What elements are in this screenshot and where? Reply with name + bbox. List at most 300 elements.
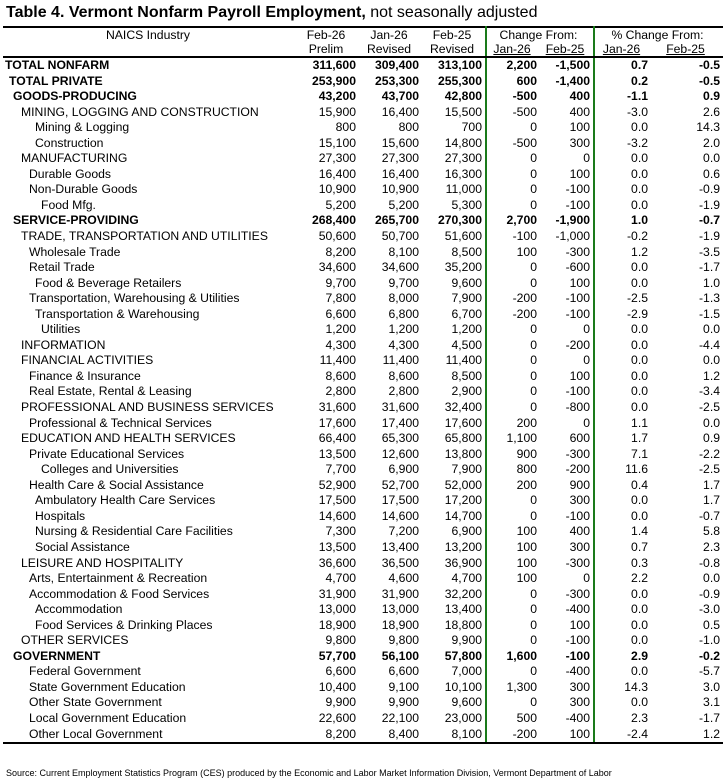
row-value: 0 — [540, 353, 594, 369]
row-value: 35,200 — [422, 260, 486, 276]
row-value: 1.7 — [703, 477, 720, 492]
row-value: 50,600 — [318, 229, 356, 244]
row-value: 100 — [516, 539, 537, 554]
row-value: -100 — [540, 633, 594, 649]
row-value: 14,800 — [422, 136, 486, 152]
header-feb25-sub: Revised — [422, 42, 486, 57]
row-value: 16,400 — [318, 166, 356, 181]
title-bold: Table 4. Vermont Nonfarm Payroll Employment, — [6, 4, 366, 21]
row-value: 0.0 — [631, 260, 648, 275]
row-value: -1.9 — [698, 229, 720, 244]
row-value: 31,900 — [318, 586, 356, 601]
row-value: 0.0 — [631, 166, 648, 181]
row-value: 0.3 — [631, 555, 648, 570]
table-row — [3, 338, 723, 354]
table-row — [3, 151, 723, 167]
row-value: 6,800 — [388, 306, 419, 321]
row-value: -2.2 — [698, 446, 720, 461]
table-row — [3, 213, 723, 229]
table-row — [3, 571, 723, 587]
row-value: 0 — [530, 166, 537, 181]
row-value: 6,600 — [325, 664, 356, 679]
row-value: 9,800 — [388, 633, 419, 648]
row-value: 57,800 — [422, 649, 486, 665]
row-label: Other Local Government — [3, 727, 296, 744]
row-value: 15,600 — [381, 135, 419, 150]
row-value: 43,700 — [381, 89, 419, 104]
row-label: FINANCIAL ACTIVITIES — [21, 353, 154, 368]
table-row — [3, 307, 723, 323]
row-value: 200 — [516, 415, 537, 430]
row-value: 13,000 — [381, 602, 419, 617]
row-value: -300 — [540, 556, 594, 572]
row-value: -300 — [540, 587, 594, 603]
table-row — [3, 229, 723, 245]
row-value: -500 — [512, 104, 537, 119]
row-value: 0 — [530, 197, 537, 212]
row-value: 100 — [516, 244, 537, 259]
row-value: 100 — [516, 524, 537, 539]
header-pct-jan26: Jan-26 — [594, 42, 651, 57]
row-label: OTHER SERVICES — [21, 633, 129, 648]
row-value: 0 — [530, 353, 537, 368]
row-value: 5,200 — [325, 197, 356, 212]
row-value: 6,900 — [422, 524, 486, 540]
row-value: 36,500 — [381, 555, 419, 570]
row-value: 4,600 — [388, 571, 419, 586]
row-value: -400 — [540, 711, 594, 727]
row-value: 309,400 — [374, 58, 419, 72]
row-label: PROFESSIONAL AND BUSINESS SERVICES — [21, 400, 274, 415]
row-value: -2.5 — [698, 462, 720, 477]
row-value: 8,500 — [422, 245, 486, 261]
row-value: -4.4 — [698, 337, 720, 352]
row-value: 500 — [516, 710, 537, 725]
row-value: 311,600 — [312, 58, 356, 72]
row-value: 2,800 — [388, 384, 419, 399]
row-value: 8,500 — [422, 369, 486, 385]
row-value: 0.0 — [703, 353, 720, 368]
row-value: 17,400 — [381, 415, 419, 430]
row-value: 22,600 — [318, 710, 356, 725]
row-value: -200 — [512, 306, 537, 321]
row-label: Finance & Insurance — [29, 368, 141, 383]
row-value: 0 — [530, 633, 537, 648]
row-value: 0.0 — [631, 493, 648, 508]
table-row — [3, 74, 723, 90]
row-label: Accommodation — [35, 602, 123, 617]
row-value: 4,700 — [422, 571, 486, 587]
row-value: 0.0 — [703, 571, 720, 586]
row-value: 14.3 — [696, 120, 720, 135]
row-value: -2.5 — [698, 400, 720, 415]
row-label: Health Care & Social Assistance — [29, 477, 204, 492]
row-value: 100 — [540, 167, 594, 183]
row-value: 800 — [398, 120, 419, 135]
row-value: -0.2 — [698, 648, 720, 663]
table-row — [3, 57, 723, 74]
row-value: -0.5 — [698, 58, 720, 72]
row-value: -5.7 — [698, 664, 720, 679]
row-value: -0.9 — [698, 182, 720, 197]
row-value: 0.0 — [631, 151, 648, 166]
row-value: 0 — [540, 571, 594, 587]
table-row — [3, 478, 723, 494]
row-value: -0.7 — [698, 508, 720, 523]
row-value: 13,500 — [318, 539, 356, 554]
row-value: -2.9 — [626, 306, 648, 321]
row-value: 7.1 — [631, 446, 648, 461]
header-pct-feb25: Feb-25 — [651, 42, 723, 57]
table-row — [3, 462, 723, 478]
row-value: 2,200 — [506, 58, 537, 72]
row-value: 17,600 — [318, 415, 356, 430]
row-value: -1.3 — [698, 291, 720, 306]
row-value: 0.7 — [631, 58, 648, 72]
row-value: 8,600 — [325, 368, 356, 383]
row-value: 8,100 — [422, 727, 486, 744]
row-label: TRADE, TRANSPORTATION AND UTILITIES — [21, 229, 268, 244]
table-row — [3, 727, 723, 744]
table-row — [3, 105, 723, 121]
row-value: 0.0 — [703, 151, 720, 166]
row-value: 0.7 — [631, 539, 648, 554]
row-value: 700 — [422, 120, 486, 136]
row-value: 10,100 — [422, 680, 486, 696]
row-value: 0.4 — [631, 477, 648, 492]
row-label: Transportation & Warehousing — [35, 306, 200, 321]
row-value: 11,000 — [422, 182, 486, 198]
table-row — [3, 602, 723, 618]
row-value: 43,200 — [318, 89, 356, 104]
row-value: 42,800 — [422, 89, 486, 105]
row-label: Retail Trade — [29, 260, 95, 275]
row-value: 1.0 — [703, 275, 720, 290]
row-value: 32,200 — [422, 587, 486, 603]
row-value: 2.3 — [631, 710, 648, 725]
row-label: Professional & Technical Services — [29, 415, 212, 430]
header-jan26: Jan-26 — [359, 27, 422, 42]
row-value: -1,500 — [540, 57, 594, 74]
row-value: 57,700 — [318, 648, 356, 663]
table-row — [3, 89, 723, 105]
row-value: 52,700 — [381, 477, 419, 492]
row-value: 18,900 — [381, 617, 419, 632]
header-chg-feb25: Feb-25 — [540, 42, 594, 57]
row-value: 8,200 — [325, 244, 356, 259]
row-label: Food & Beverage Retailers — [35, 275, 182, 290]
row-value: 66,400 — [318, 431, 356, 446]
row-value: 7,900 — [422, 291, 486, 307]
row-value: 0 — [530, 695, 537, 710]
row-value: 32,400 — [422, 400, 486, 416]
page-title — [6, 4, 537, 22]
row-value: 0 — [530, 664, 537, 679]
row-value: 0.0 — [631, 508, 648, 523]
row-value: 27,300 — [381, 151, 419, 166]
row-value: 13,000 — [318, 602, 356, 617]
row-value: 56,100 — [381, 648, 419, 663]
row-value: -1.0 — [698, 633, 720, 648]
row-value: 3.0 — [703, 679, 720, 694]
row-value: 8,600 — [388, 368, 419, 383]
header-chg-jan26: Jan-26 — [486, 42, 540, 57]
row-value: -200 — [540, 462, 594, 478]
row-value: 2.3 — [703, 539, 720, 554]
row-value: 2,900 — [422, 384, 486, 400]
row-value: 268,400 — [311, 213, 356, 228]
row-value: 7,000 — [422, 664, 486, 680]
table-row — [3, 509, 723, 525]
row-value: 17,200 — [422, 493, 486, 509]
row-value: 100 — [540, 369, 594, 385]
row-value: 27,300 — [422, 151, 486, 167]
row-value: -100 — [540, 384, 594, 400]
row-label: Mining & Logging — [35, 120, 130, 135]
row-value: 1,600 — [506, 648, 537, 663]
row-value: 0.0 — [631, 182, 648, 197]
row-value: 31,600 — [381, 400, 419, 415]
row-value: 18,900 — [318, 617, 356, 632]
row-value: 15,900 — [318, 104, 356, 119]
row-value: 0.0 — [631, 120, 648, 135]
row-value: -1.9 — [698, 197, 720, 212]
row-value: 17,500 — [318, 493, 356, 508]
row-label: Social Assistance — [35, 539, 130, 554]
row-value: 0 — [530, 368, 537, 383]
row-value: 7,700 — [325, 462, 356, 477]
row-value: -0.8 — [698, 555, 720, 570]
title-normal: not seasonally adjusted — [365, 4, 538, 21]
row-value: 17,500 — [381, 493, 419, 508]
row-value: 9,900 — [325, 695, 356, 710]
row-value: 5.8 — [703, 524, 720, 539]
row-value: 10,900 — [381, 182, 419, 197]
row-label: TOTAL NONFARM — [5, 58, 110, 72]
row-value: 1,100 — [506, 431, 537, 446]
row-value: -3.5 — [698, 244, 720, 259]
row-value: 52,000 — [422, 478, 486, 494]
row-value: 1.7 — [631, 431, 648, 446]
table-row — [3, 353, 723, 369]
row-value: 200 — [516, 477, 537, 492]
row-value: 265,700 — [374, 213, 419, 228]
row-value: 9,900 — [422, 633, 486, 649]
row-value: 0.0 — [631, 695, 648, 710]
row-label: SERVICE-PROVIDING — [13, 213, 139, 228]
table-row — [3, 322, 723, 338]
row-value: 1.7 — [703, 493, 720, 508]
row-value: 0.0 — [631, 586, 648, 601]
row-value: 13,500 — [318, 446, 356, 461]
row-value: 14,600 — [381, 508, 419, 523]
row-value: 3.1 — [703, 695, 720, 710]
row-value: 2.0 — [703, 135, 720, 150]
row-value: -100 — [540, 291, 594, 307]
table-row — [3, 711, 723, 727]
row-value: 8,200 — [296, 727, 359, 744]
table-row — [3, 291, 723, 307]
row-value: 11,400 — [319, 353, 356, 368]
row-value: 14,600 — [318, 508, 356, 523]
row-value: 1,200 — [422, 322, 486, 338]
row-value: 0 — [530, 275, 537, 290]
table-row — [3, 276, 723, 292]
row-value: -500 — [512, 89, 537, 104]
row-value: 400 — [540, 89, 594, 105]
row-value: 0 — [530, 400, 537, 415]
header-feb26: Feb-26 — [296, 27, 359, 42]
row-value: 0 — [530, 151, 537, 166]
row-label: INFORMATION — [21, 337, 106, 352]
row-value: 13,400 — [381, 539, 419, 554]
row-value: -3.0 — [626, 104, 648, 119]
table-row — [3, 198, 723, 214]
row-value: 9,700 — [325, 275, 356, 290]
table-row — [3, 416, 723, 432]
row-value: -100 — [540, 182, 594, 198]
row-label: MINING, LOGGING AND CONSTRUCTION — [21, 104, 259, 119]
table-row — [3, 384, 723, 400]
row-label: Food Mfg. — [41, 197, 96, 212]
source-note: Source: Current Employment Statistics Program (CES) produced by the Economic and Labor Market Information Division, Vermont Department of Labor — [6, 768, 612, 778]
row-value: 0.2 — [631, 73, 648, 88]
row-value: 50,700 — [381, 229, 419, 244]
table-row — [3, 369, 723, 385]
row-value: -0.9 — [698, 586, 720, 601]
row-value: 0.0 — [631, 617, 648, 632]
row-value: 4,700 — [325, 571, 356, 586]
row-value: 400 — [540, 524, 594, 540]
row-value: -1.7 — [698, 710, 720, 725]
row-value: 0.0 — [631, 400, 648, 415]
table-row — [3, 587, 723, 603]
row-value: 313,100 — [422, 57, 486, 74]
row-value: 16,400 — [381, 104, 419, 119]
table-row — [3, 680, 723, 696]
row-value: 13,800 — [422, 447, 486, 463]
row-value: 4,500 — [422, 338, 486, 354]
row-label: Federal Government — [29, 664, 141, 679]
row-value: 6,600 — [325, 306, 356, 321]
row-value: 65,300 — [381, 431, 419, 446]
row-value: 11,400 — [422, 353, 486, 369]
row-value: -1.1 — [626, 89, 648, 104]
row-value: -3.4 — [698, 384, 720, 399]
row-value: 7,200 — [388, 524, 419, 539]
row-value: 1.2 — [631, 244, 648, 259]
row-value: 300 — [540, 493, 594, 509]
row-value: 17,600 — [422, 416, 486, 432]
row-value: 0 — [530, 260, 537, 275]
row-value: 11.6 — [625, 462, 648, 477]
row-label: Accommodation & Food Services — [29, 586, 210, 601]
row-value: 0 — [530, 617, 537, 632]
table-row — [3, 618, 723, 634]
row-value: -1,900 — [540, 213, 594, 229]
row-value: -300 — [540, 245, 594, 261]
row-value: -1.7 — [698, 260, 720, 275]
row-value: 7,900 — [422, 462, 486, 478]
row-value: 0.0 — [631, 384, 648, 399]
row-value: 0 — [530, 384, 537, 399]
row-value: 52,900 — [318, 477, 356, 492]
row-value: 2.9 — [631, 648, 648, 663]
table-row — [3, 120, 723, 136]
row-value: 7,800 — [325, 291, 356, 306]
row-value: 36,600 — [318, 555, 356, 570]
row-value: 600 — [516, 73, 537, 88]
row-value: -100 — [540, 649, 594, 665]
table-row — [3, 524, 723, 540]
row-value: 6,600 — [388, 664, 419, 679]
row-label: State Government Education — [29, 679, 186, 694]
row-value: -100 — [540, 307, 594, 323]
row-value: 31,900 — [381, 586, 419, 601]
row-value: 300 — [540, 136, 594, 152]
row-value: 800 — [335, 120, 356, 135]
row-value: 900 — [540, 478, 594, 494]
table-row — [3, 695, 723, 711]
table-row — [3, 447, 723, 463]
row-value: -0.7 — [698, 213, 720, 228]
row-value: 0.0 — [703, 415, 720, 430]
table-row — [3, 664, 723, 680]
row-value: 0.9 — [703, 431, 720, 446]
row-value: -0.2 — [626, 229, 648, 244]
row-label: Arts, Entertainment & Recreation — [29, 571, 208, 586]
table-row — [3, 245, 723, 261]
table-row — [3, 540, 723, 556]
row-label: MANUFACTURING — [21, 151, 128, 166]
table-row — [3, 649, 723, 665]
row-value: 1.1 — [631, 415, 648, 430]
row-label: Ambulatory Health Care Services — [35, 493, 216, 508]
row-value: 9,600 — [422, 695, 486, 711]
row-value: 6,900 — [388, 462, 419, 477]
row-value: 0 — [530, 120, 537, 135]
header-feb25: Feb-25 — [422, 27, 486, 42]
row-value: -200 — [540, 338, 594, 354]
row-value: 14.3 — [624, 679, 648, 694]
row-value: 100 — [516, 555, 537, 570]
row-value: 0 — [530, 602, 537, 617]
row-value: 0.5 — [703, 617, 720, 632]
row-value: -100 — [540, 509, 594, 525]
row-value: 2.6 — [703, 104, 720, 119]
row-value: -400 — [540, 664, 594, 680]
row-value: 9,700 — [388, 275, 419, 290]
row-value: 34,600 — [318, 260, 356, 275]
row-value: 0.0 — [631, 275, 648, 290]
row-label: Transportation, Warehousing & Utilities — [29, 291, 240, 306]
row-value: 253,300 — [374, 73, 419, 88]
row-value: 300 — [540, 695, 594, 711]
row-value: 10,900 — [318, 182, 356, 197]
row-label: Colleges and Universities — [41, 462, 179, 477]
row-value: 34,600 — [381, 260, 419, 275]
row-value: 0.0 — [631, 337, 648, 352]
row-value: 6,700 — [422, 307, 486, 323]
row-value: 0 — [530, 586, 537, 601]
row-label: GOVERNMENT — [13, 648, 101, 663]
table-body — [3, 57, 723, 743]
row-value: -200 — [486, 727, 540, 744]
row-label: EDUCATION AND HEALTH SERVICES — [21, 431, 236, 446]
row-value: 2,800 — [325, 384, 356, 399]
row-value: 1.4 — [631, 524, 648, 539]
row-value: 1.2 — [651, 727, 723, 744]
